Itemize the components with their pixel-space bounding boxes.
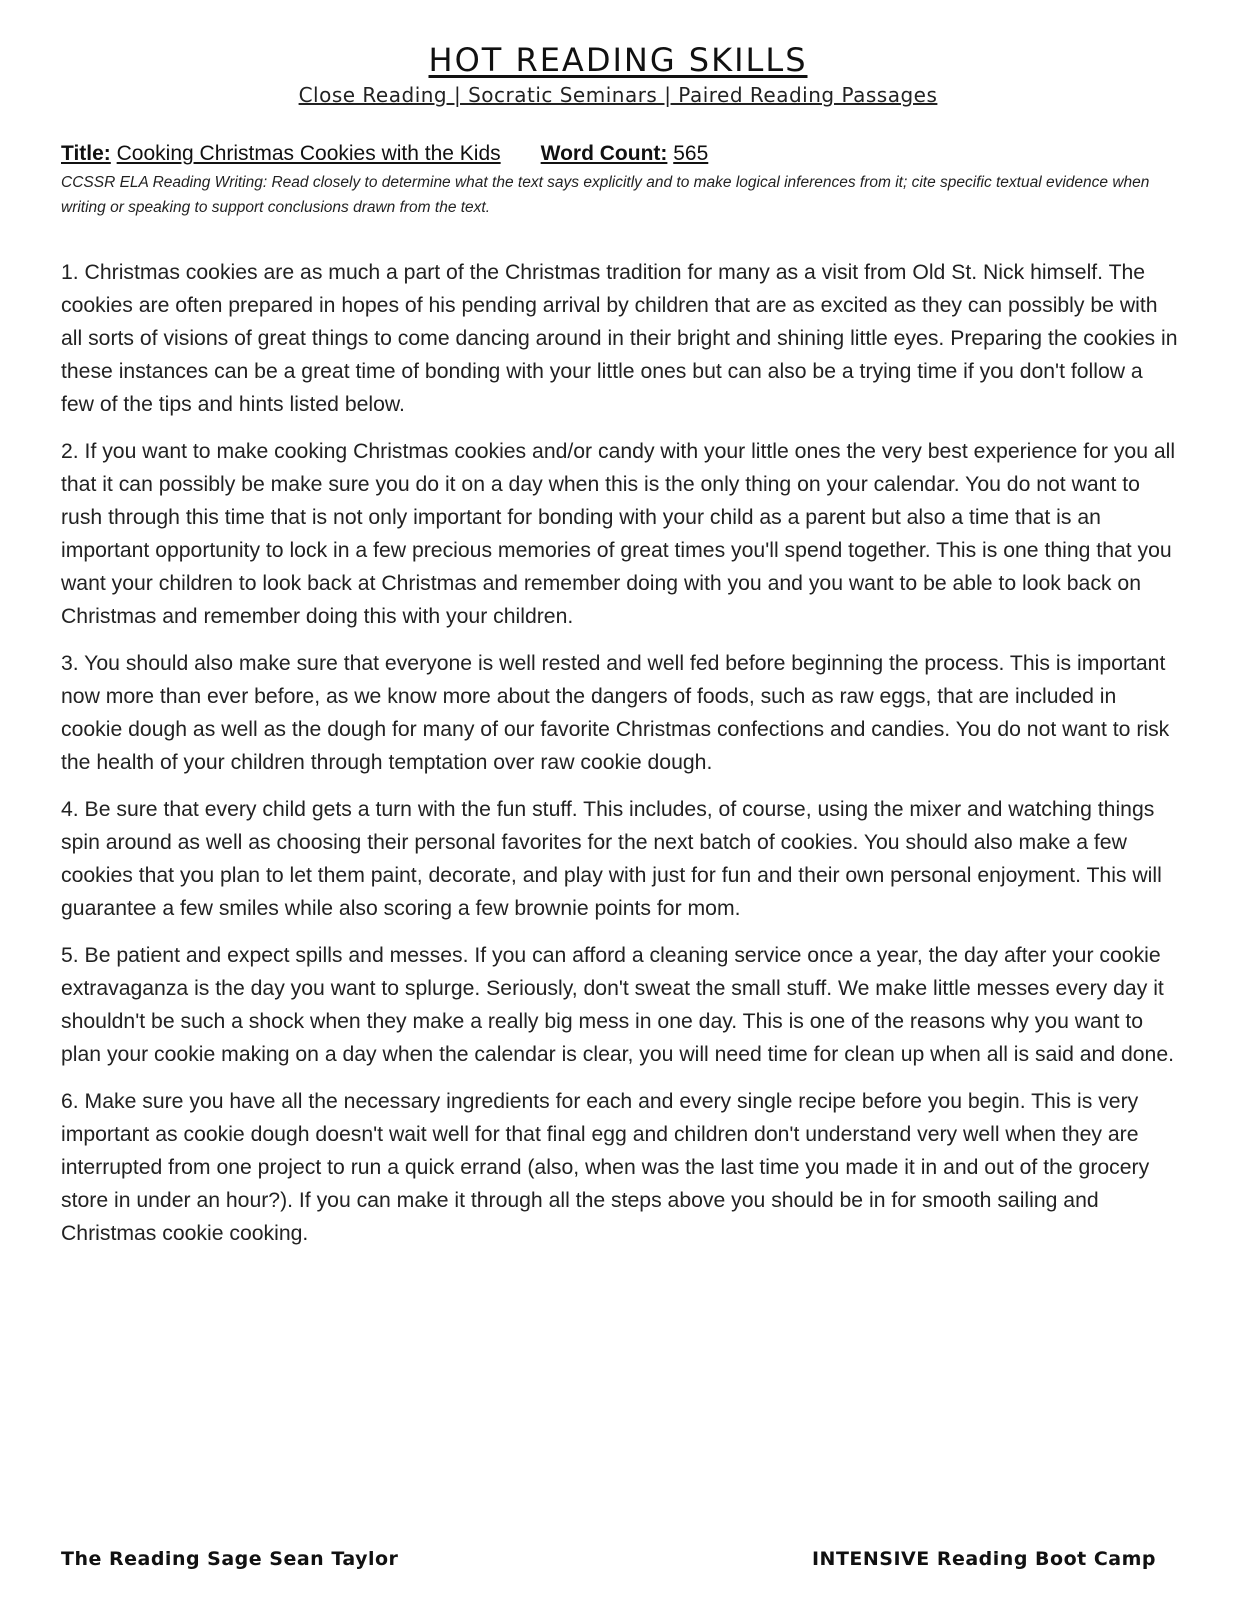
paragraph: 6. Make sure you have all the necessary ingredients for each and every single recipe before you begin. This is very important as cookie dough doesn't wait well for that final egg and children don't understand very well when they are interrupted from one project to run a quick errand (also, when was the last time you made it in and out of the grocery store in under an hour?). If you can make it through all the steps above you should be in for smooth sailing and Christmas cookie cooking. [61,1090,1150,1245]
word-count-label: Word Count: [540,142,668,165]
standard-text: CCSSR ELA Reading Writing: Read closely to determine what the text says explicitly and to make logical inferences from it; cite specific textual evidence when writing or speaking to support conclusions drawn from the text. [61,174,1150,216]
passage-title: Cooking Christmas Cookies with the Kids [116,142,501,165]
page-header [0,40,1236,108]
page-title: HOT READING SKILLS [428,41,808,79]
paragraph: 1. Christmas cookies are as much a part of the Christmas tradition for many as a visit from Old St. Nick himself. The cookies are often prepared in hopes of his pending arrival by children that are as excited as they can possibly be with all sorts of visions of great things to come dancing around in their bright and shining little eyes. Preparing the cookies in these instances can be a great time of bonding with your little ones but can also be a trying time if you don't follow a few of the tips and hints listed below. [61,261,1178,416]
passage-body [61,256,1179,1264]
paragraph: 5. Be patient and expect spills and messes. If you can afford a cleaning service once a year, the day after your cookie extravaganza is the day you want to splurge. Seriously, don't sweat the small stuff. We make little messes every day it shouldn't be such a shock when they make a really big mess in one day. This is one of the reasons why you want to plan your cookie making on a day when the calendar is clear, you will need time for clean up when all is said and done. [61,944,1175,1066]
footer-author: The Reading Sage Sean Taylor [61,1548,399,1570]
title-label: Title: [61,142,111,165]
paragraph: 4. Be sure that every child gets a turn with the fun stuff. This includes, of course, using the mixer and watching things spin around as well as choosing their personal favorites for the next batch of cookies. You should also make a few cookies that you plan to let them paint, decorate, and play with just for fun and their own personal enjoyment. This will guarantee a few smiles while also scoring a few brownie points for mom. [61,798,1162,920]
footer-program: INTENSIVE Reading Boot Camp [811,1548,1156,1570]
paragraph: 3. You should also make sure that everyone is well rested and well fed before beginning the process. This is important now more than ever before, as we know more about the dangers of foods, such as raw eggs, that are included in cookie dough as well as the dough for many of our favorite Christmas confections and candies. You do not want to risk the health of your children through temptation over raw cookie dough. [61,652,1170,774]
title-line [61,140,1171,168]
word-count-value: 565 [673,142,709,165]
paragraph: 2. If you want to make cooking Christmas cookies and/or candy with your little ones the very best experience for you all that it can possibly be make sure you do it on a day when this is the only thing on your calendar. You do not want to rush through this time that is not only important for bonding with your child as a parent but also a time that is an important opportunity to lock in a few precious memories of great times you'll spend together. This is one thing that you want your children to look back at Christmas and remember doing with you and you want to be able to look back on Christmas and remember doing this with your children. [61,440,1176,628]
page-subtitle: Close Reading | Socratic Seminars | Paired Reading Passages [298,83,938,107]
passage-meta [61,140,1171,220]
